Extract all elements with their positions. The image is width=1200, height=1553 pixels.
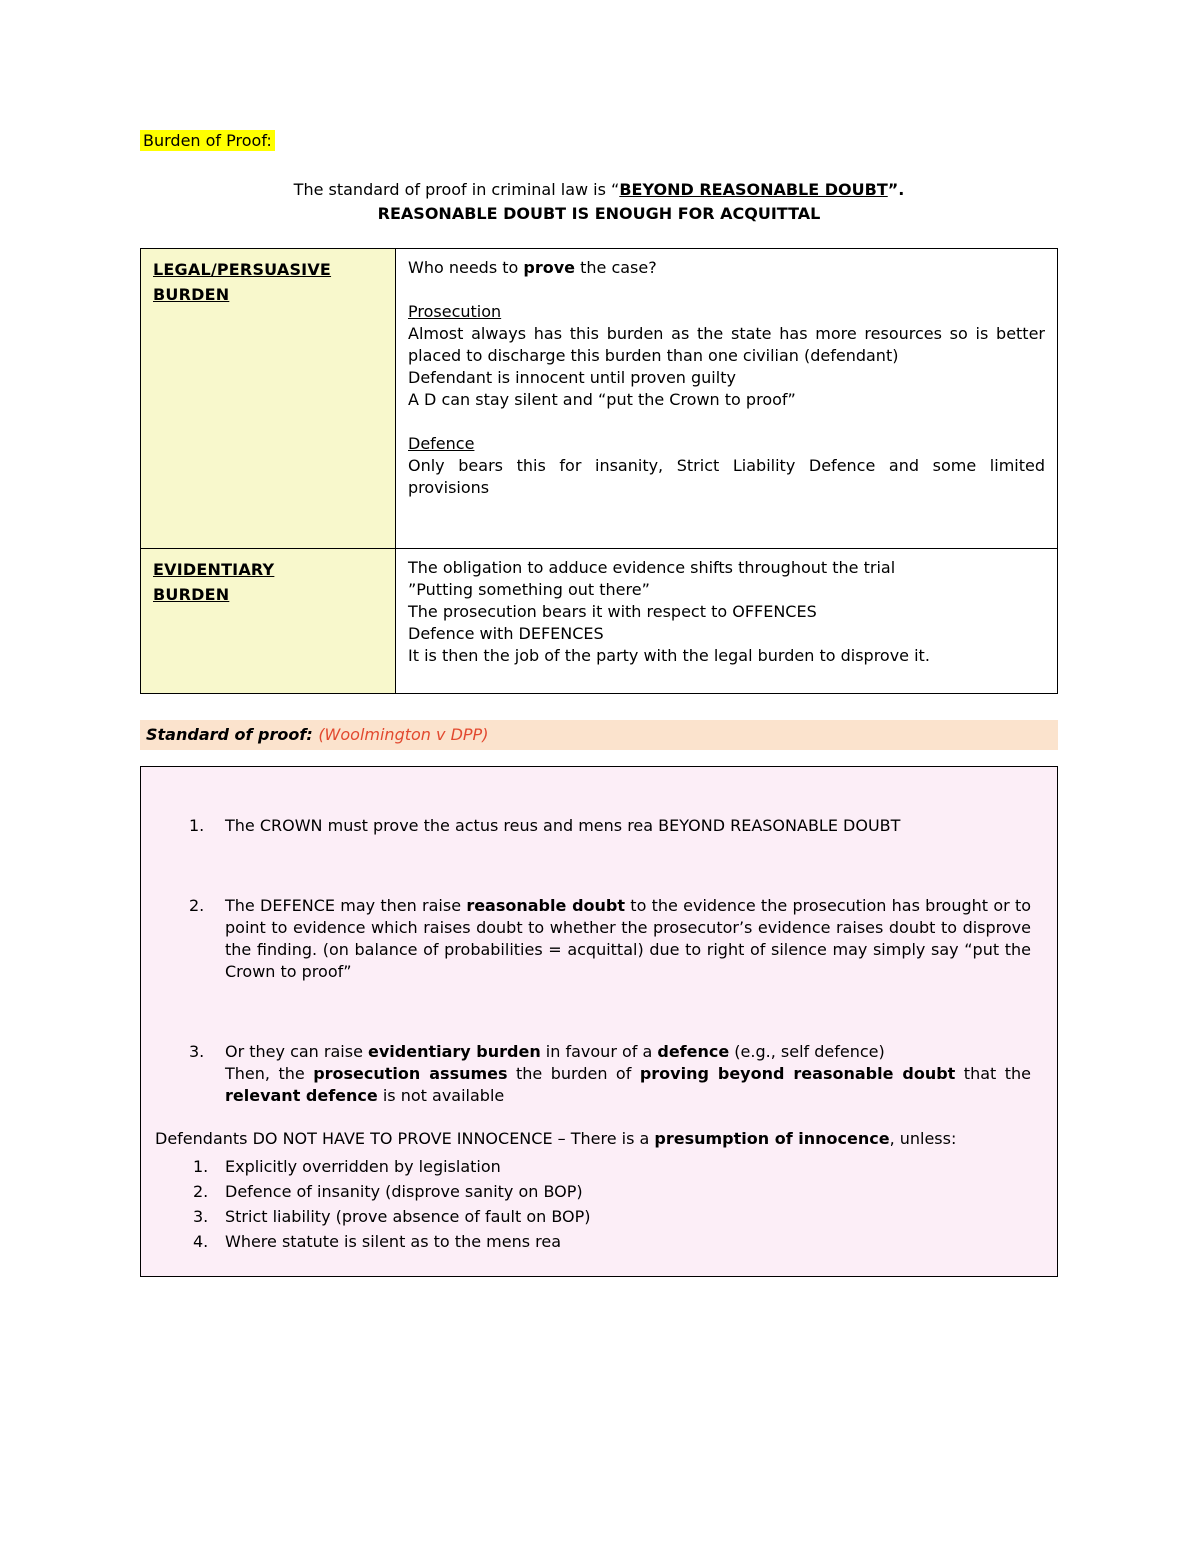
list-item-1	[189, 815, 1031, 837]
list-item-2	[189, 895, 1031, 983]
list-number: 4.	[193, 1232, 209, 1251]
row-header-evidentiary-burden: EVIDENTIARY BURDEN	[141, 549, 396, 694]
row-content-legal-persuasive-burden	[396, 249, 1058, 549]
burden-table	[140, 248, 1058, 694]
list-item	[193, 1204, 1031, 1229]
cell-paragraph: ”Putting something out there”	[408, 580, 650, 599]
list-text: The DEFENCE may then raise reasonable doubt to the evidence the prosecution has brought or to point to evidence which raises doubt to whether the prosecutor’s evidence raises doubt to disprove the finding. (on balance of probabilities = acquittal) due to right of silence may simply say “put the Crown to proof”	[225, 896, 1031, 981]
spacer	[408, 411, 1045, 433]
unless-list	[155, 1154, 1031, 1254]
list-item-3	[189, 1041, 1031, 1107]
standard-of-proof-heading: Standard of proof: (Woolmington v DPP)	[140, 720, 1058, 750]
list-number: 2.	[193, 1182, 209, 1201]
intro-paragraph	[140, 178, 1058, 226]
cell-paragraph: Prosecution	[408, 302, 502, 321]
cell-paragraph: Defendant is innocent until proven guilty	[408, 368, 736, 387]
list-number: 1.	[189, 816, 205, 835]
intro-line-1: The standard of proof in criminal law is “BEYOND REASONABLE DOUBT”.	[293, 180, 905, 199]
cell-paragraph: Only bears this for insanity, Strict Liability Defence and some limited provisions	[408, 456, 1045, 497]
spacer	[408, 279, 1045, 301]
woolmington-principles-box	[140, 766, 1058, 1277]
list-item	[193, 1179, 1031, 1204]
list-text: Explicitly overridden by legislation	[225, 1157, 501, 1176]
list-item	[193, 1229, 1031, 1254]
cell-paragraph: Almost always has this burden as the state has more resources so is better placed to discharge this burden than one civilian (defendant)	[408, 324, 1045, 365]
list-text: Defence of insanity (disprove sanity on BOP)	[225, 1182, 583, 1201]
cell-paragraph: It is then the job of the party with the legal burden to disprove it.	[408, 646, 930, 665]
cell-paragraph: Defence with DEFENCES	[408, 624, 604, 643]
list-number: 3.	[193, 1207, 209, 1226]
list-item	[193, 1154, 1031, 1179]
row-header-legal-persuasive-burden: LEGAL/PERSUASIVE BURDEN	[141, 249, 396, 549]
list-text: Strict liability (prove absence of fault on BOP)	[225, 1207, 591, 1226]
list-text: Where statute is silent as to the mens rea	[225, 1232, 562, 1251]
title-highlight: Burden of Proof:	[140, 130, 275, 151]
list-number: 2.	[189, 896, 205, 915]
list-number: 3.	[189, 1042, 205, 1061]
list-number: 1.	[193, 1157, 209, 1176]
list-text: Or they can raise evidentiary burden in favour of a defence (e.g., self defence) Then, the prosecution assumes the burden of proving beyond reasonable doubt that the relevant defence is not available	[225, 1042, 1032, 1105]
table-row-evidentiary-burden	[141, 549, 1058, 694]
cell-paragraph: The prosecution bears it with respect to OFFENCES	[408, 602, 817, 621]
table-row-legal-burden	[141, 249, 1058, 549]
page-title	[140, 130, 1058, 152]
intro-line-2: REASONABLE DOUBT IS ENOUGH FOR ACQUITTAL	[377, 204, 821, 223]
list-text: The CROWN must prove the actus reus and mens rea BEYOND REASONABLE DOUBT	[225, 816, 901, 835]
cell-paragraph: Defence	[408, 434, 475, 453]
defendants-paragraph: Defendants DO NOT HAVE TO PROVE INNOCENCE – There is a presumption of innocence, unless:	[155, 1129, 957, 1148]
cell-paragraph: A D can stay silent and “put the Crown to proof”	[408, 390, 796, 409]
cell-paragraph: Who needs to prove the case?	[408, 258, 657, 277]
cell-paragraph: The obligation to adduce evidence shifts throughout the trial	[408, 558, 896, 577]
row-content-evidentiary-burden	[396, 549, 1058, 694]
